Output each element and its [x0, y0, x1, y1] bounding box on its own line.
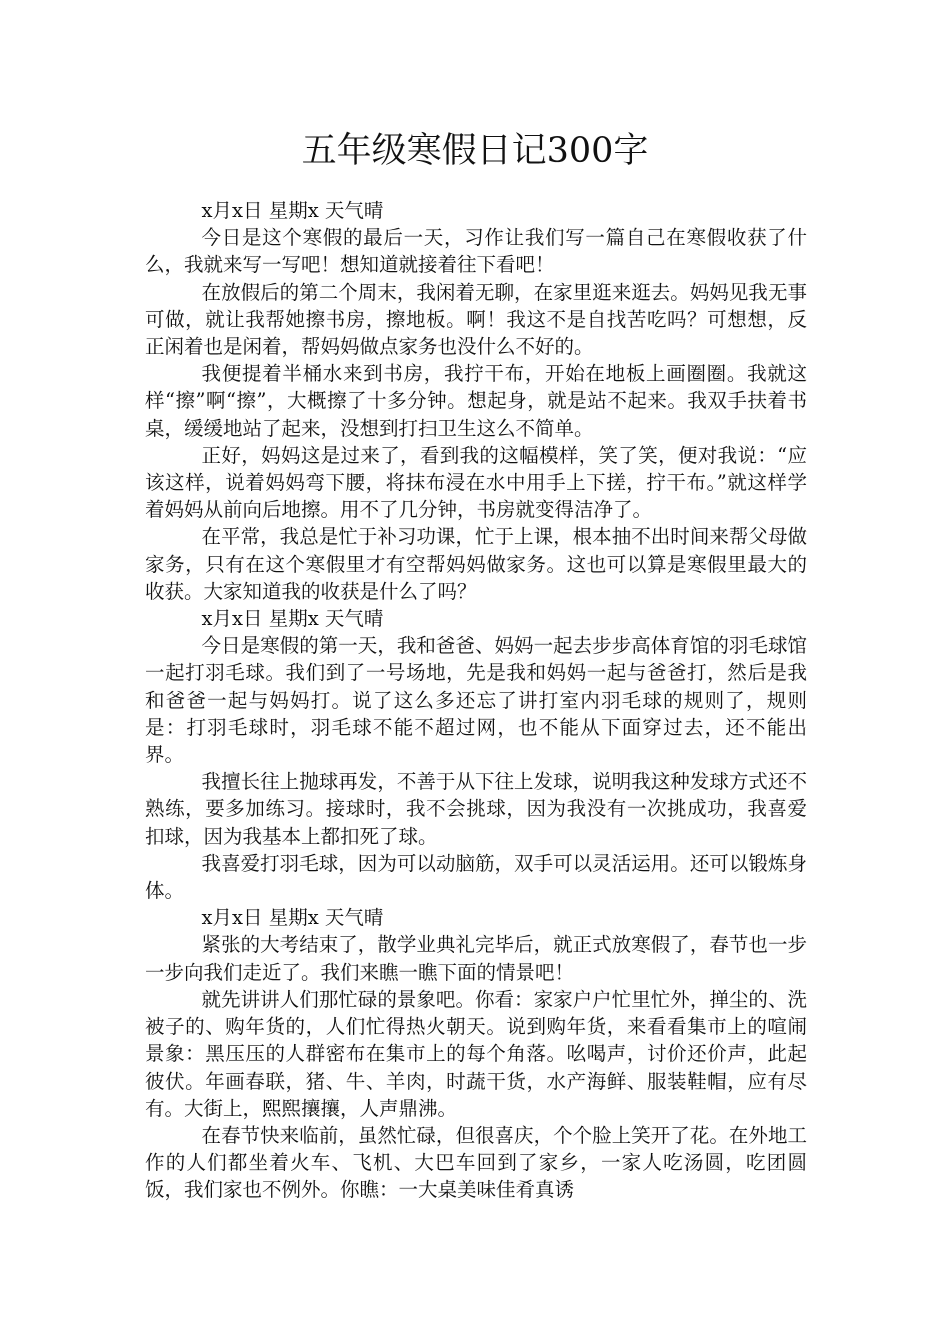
body-paragraph: 在放假后的第二个周末，我闲着无聊，在家里逛来逛去。妈妈见我无事可做，就让我帮她擦书房，擦地板。啊！我这不是自找苦吃吗？可想想，反正闲着也是闲着，帮妈妈做点家务也没什么不好的。 [145, 280, 807, 359]
diary-dateline: x月x日 星期x 天气晴 [201, 607, 384, 631]
body-paragraph: 在春节快来临前，虽然忙碌，但很喜庆，个个脸上笑开了花。在外地工作的人们都坐着火车、飞机、大巴车回到了家乡，一家人吃汤圆，吃团圆饭，我们家也不例外。你瞧：一大桌美味佳肴真诱 [145, 1123, 807, 1202]
body-paragraph: 今日是这个寒假的最后一天，习作让我们写一篇自己在寒假收获了什么，我就来写一写吧！想知道就接着往下看吧！ [145, 226, 807, 277]
body-paragraph: 在平常，我总是忙于补习功课，忙于上课，根本抽不出时间来帮父母做家务，只有在这个寒假里才有空帮妈妈做家务。这也可以算是寒假里最大的收获。大家知道我的收获是什么了吗？ [145, 525, 807, 603]
body-paragraph: 紧张的大考结束了，散学业典礼完毕后，就正式放寒假了，春节也一步一步向我们走近了。我们来瞧一瞧下面的情景吧！ [145, 933, 807, 984]
body-paragraph: 今日是寒假的第一天，我和爸爸、妈妈一起去步步高体育馆的羽毛球馆一起打羽毛球。我们到了一号场地，先是我和妈妈一起与爸爸打，然后是我和爸爸一起与妈妈打。说了这么多还忘了讲打室内羽毛球的规则了，规则是：打羽毛球时，羽毛球不能不超过网，也不能从下面穿过去，还不能出界。 [145, 634, 807, 767]
body-paragraph: 正好，妈妈这是过来了，看到我的这幅模样，笑了笑，便对我说：“应该这样，说着妈妈弯下腰，将抹布浸在水中用手上下搓，拧干布。”就这样学着妈妈从前向后地擦。用不了几分钟，书房就变得洁净了。 [145, 443, 807, 522]
body-paragraph: 就先讲讲人们那忙碌的景象吧。你看：家家户户忙里忙外，掸尘的、洗被子的、购年货的，人们忙得热火朝天。说到购年货，来看看集市上的喧闹景象：黑压压的人群密布在集市上的每个角落。吆喝声，讨价还价声，此起彼伏。年画春联，猪、牛、羊肉，时蔬干货，水产海鲜、服装鞋帽，应有尽有。大街上，熙熙攘攘，人声鼎沸。 [145, 987, 807, 1120]
body-paragraph: 我喜爱打羽毛球，因为可以动脑筋，双手可以灵活运用。还可以锻炼身体。 [145, 851, 807, 903]
document-body [145, 197, 807, 1204]
body-paragraph: 我便提着半桶水来到书房，我拧干布，开始在地板上画圈圈。我就这样“擦”啊“擦”，大概擦了十多分钟。想起身，就是站不起来。我双手扶着书桌，缓缓地站了起来，没想到打扫卫生这么不简单。 [145, 362, 807, 440]
body-paragraph: 我擅长往上抛球再发，不善于从下往上发球，说明我这种发球方式还不熟练，要多加练习。接球时，我不会挑球，因为我没有一次挑成功，我喜爱扣球，因为我基本上都扣死了球。 [145, 770, 807, 848]
document-title: 五年级寒假日记300字 [301, 131, 649, 171]
diary-dateline: x月x日 星期x 天气晴 [201, 199, 384, 222]
diary-dateline: x月x日 星期x 天气晴 [201, 906, 384, 930]
